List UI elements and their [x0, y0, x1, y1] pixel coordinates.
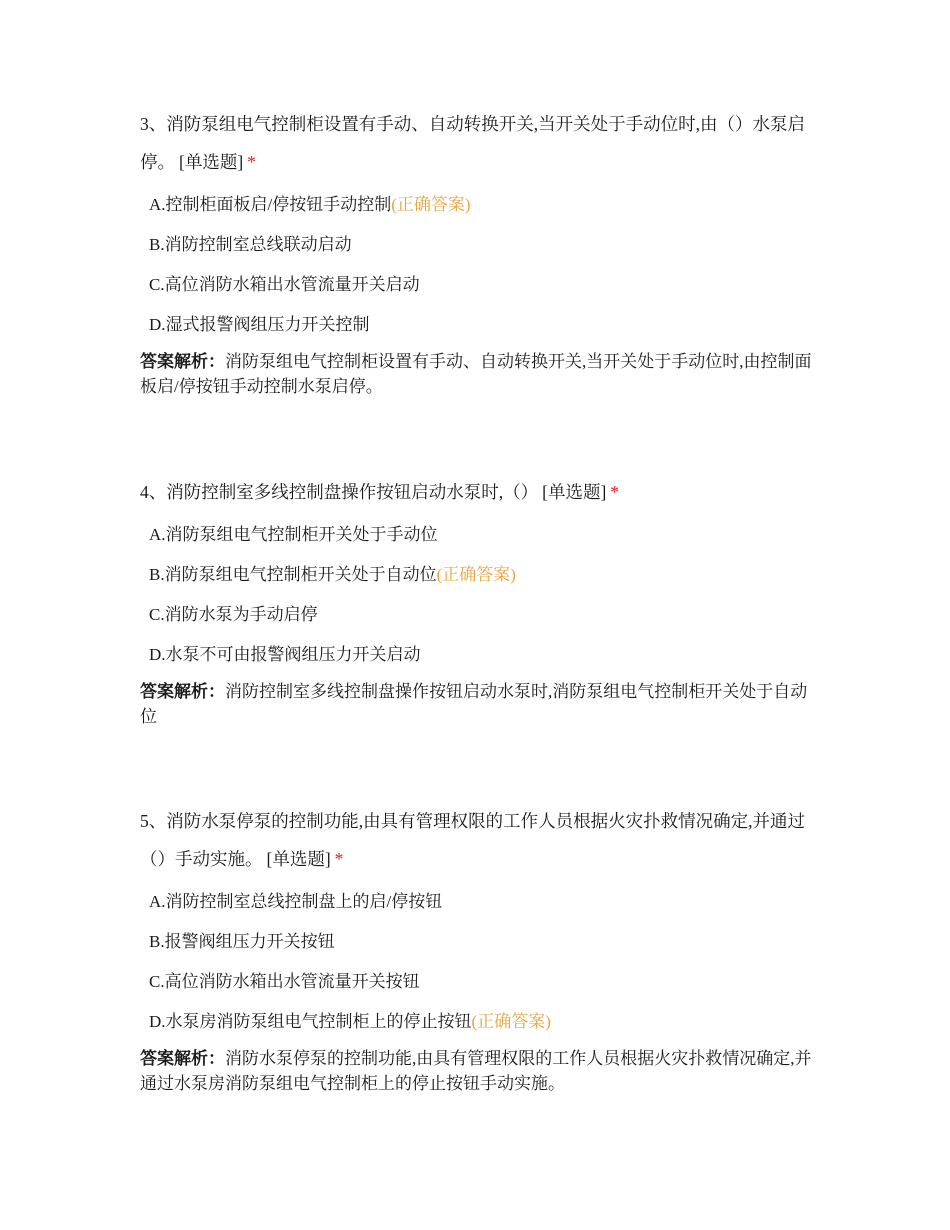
- question-3: [140, 105, 820, 399]
- option-a: [149, 882, 820, 922]
- option-a: [149, 515, 820, 555]
- option-text: A.消防控制室总线控制盘上的启/停按钮: [149, 892, 443, 911]
- option-text: D.水泵房消防泵组电气控制柜上的停止按钮: [149, 1012, 472, 1031]
- spacer: [140, 399, 820, 473]
- question-type: [单选题]: [179, 152, 244, 172]
- analysis-text: 消防控制室多线控制盘操作按钮启动水泵时,消防泵组电气控制柜开关处于自动位: [140, 682, 808, 726]
- question-title: [140, 105, 820, 181]
- question-text: 4、消防控制室多线控制盘操作按钮启动水泵时,（）: [140, 482, 539, 502]
- analysis-text: 消防水泵停泵的控制功能,由具有管理权限的工作人员根据火灾扑救情况确定,并通过水泵房消防泵组电气控制柜上的停止按钮手动实施。: [140, 1049, 812, 1093]
- document-page: [140, 105, 820, 1096]
- option-text: B.消防泵组电气控制柜开关处于自动位: [149, 565, 437, 584]
- option-b: [149, 225, 820, 265]
- option-text: C.高位消防水箱出水管流量开关按钮: [149, 972, 420, 991]
- option-text: C.消防水泵为手动启停: [149, 605, 318, 624]
- correct-answer-tag: (正确答案): [471, 1012, 551, 1031]
- option-list: [140, 882, 820, 1042]
- option-c: [149, 265, 820, 305]
- question-text: 5、消防水泵停泵的控制功能,由具有管理权限的工作人员根据火灾扑救情况确定,并通过（）手动实施。: [140, 811, 805, 869]
- required-star: *: [334, 849, 344, 869]
- question-title: [140, 802, 820, 878]
- option-text: D.水泵不可由报警阀组压力开关启动: [149, 645, 421, 664]
- option-list: [140, 515, 820, 675]
- option-d: [149, 1002, 820, 1042]
- option-text: B.消防控制室总线联动启动: [149, 235, 352, 254]
- answer-analysis: [140, 1046, 820, 1096]
- option-list: [140, 185, 820, 345]
- option-text: B.报警阀组压力开关按钮: [149, 932, 335, 951]
- question-type: [单选题]: [266, 849, 331, 869]
- option-d: [149, 305, 820, 345]
- question-4: [140, 473, 820, 729]
- correct-answer-tag: (正确答案): [436, 565, 516, 584]
- required-star: *: [247, 152, 256, 172]
- answer-analysis: [140, 349, 820, 399]
- option-text: C.高位消防水箱出水管流量开关启动: [149, 275, 420, 294]
- analysis-label: 答案解析：: [140, 1049, 225, 1068]
- option-d: [149, 635, 820, 675]
- option-text: A.消防泵组电气控制柜开关处于手动位: [149, 525, 438, 544]
- analysis-text: 消防泵组电气控制柜设置有手动、自动转换开关,当开关处于手动位时,由控制面板启/停按钮手动控制水泵启停。: [140, 352, 812, 396]
- option-b: [149, 922, 820, 962]
- answer-analysis: [140, 679, 820, 729]
- correct-answer-tag: (正确答案): [391, 195, 471, 214]
- question-5: [140, 802, 820, 1096]
- spacer: [140, 729, 820, 802]
- question-text: 3、消防泵组电气控制柜设置有手动、自动转换开关,当开关处于手动位时,由（）水泵启停。: [140, 114, 805, 172]
- question-type: [单选题]: [542, 482, 607, 502]
- option-text: D.湿式报警阀组压力开关控制: [149, 315, 370, 334]
- option-c: [149, 962, 820, 1002]
- analysis-label: 答案解析：: [140, 352, 225, 371]
- required-star: *: [610, 482, 620, 502]
- option-b: [149, 555, 820, 595]
- option-text: A.控制柜面板启/停按钮手动控制: [149, 195, 392, 214]
- question-title: [140, 473, 820, 511]
- option-a: [149, 185, 820, 225]
- analysis-label: 答案解析：: [140, 682, 225, 701]
- option-c: [149, 595, 820, 635]
